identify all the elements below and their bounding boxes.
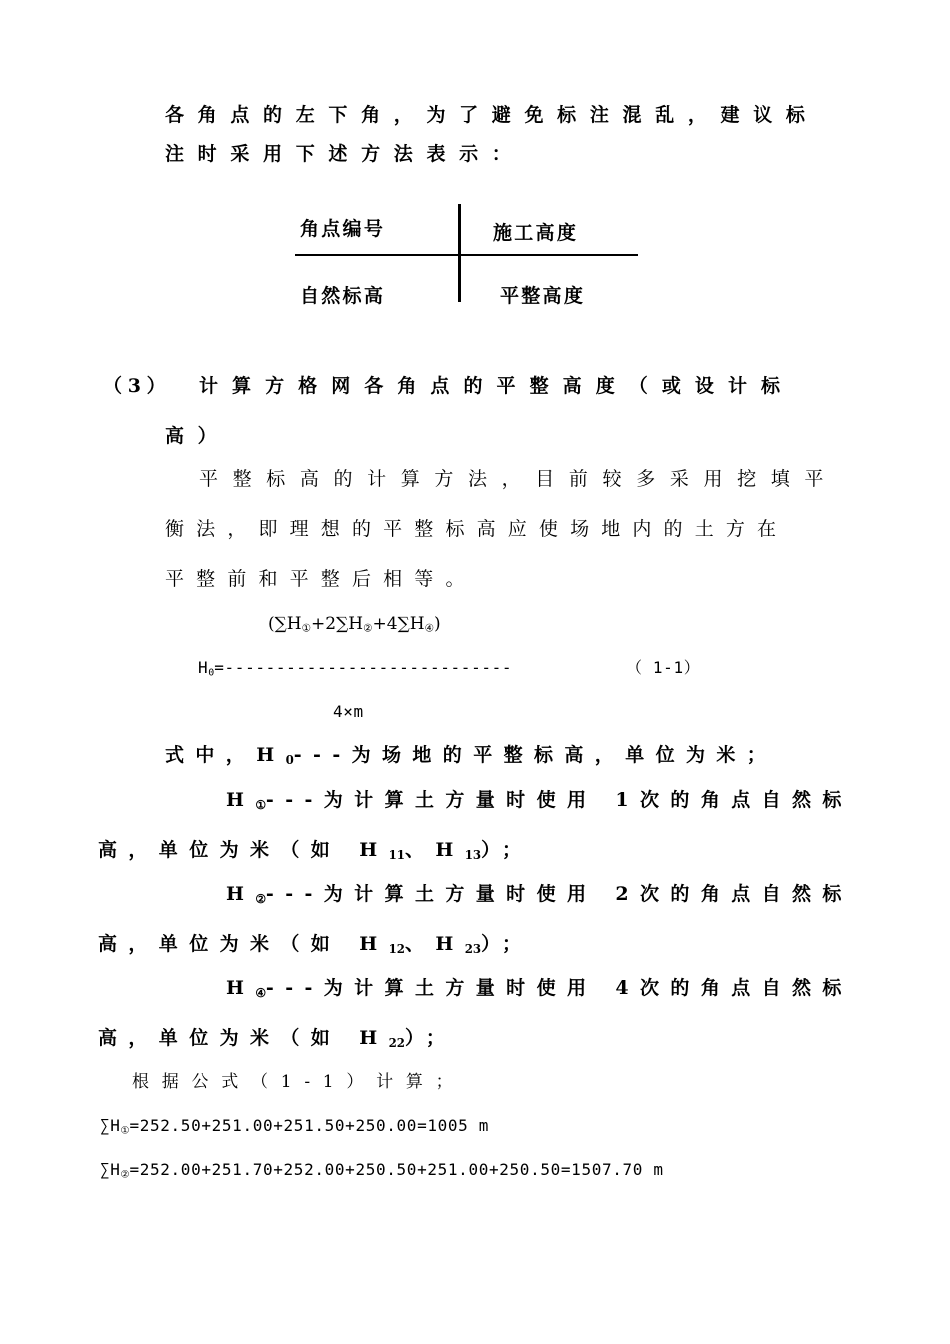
- formula-lhs: $H_0=----------------------------$: [198, 658, 513, 679]
- formula-equation-number: （ 1-1）: [626, 658, 701, 677]
- def-h4-cont: 高，单位为米（如 $H_{22}$）；: [98, 1027, 457, 1050]
- section-title-line-2: 高）: [165, 425, 231, 447]
- legend-horizontal-rule: [295, 254, 638, 256]
- calc-intro: 根据公式（1-1）计算；: [132, 1072, 466, 1092]
- def-h2: $H_②---$为计算土方量时使用 2次的角点自然标: [226, 883, 853, 906]
- para-line-2: 衡法，即理想的平整标高应使场地内的土方在: [165, 518, 789, 540]
- legend-vertical-rule: [458, 204, 461, 302]
- section-number: （3）: [103, 375, 172, 397]
- def-h2-cont: 高，单位为米（如 $H_{12}$、$H_{23}$）；: [98, 933, 533, 956]
- def-h1-cont: 高，单位为米（如 $H_{11}$、$H_{13}$）；: [98, 839, 533, 862]
- formula-denominator: 4×m: [333, 702, 364, 721]
- para-line-1: 平整标高的计算方法，目前较多采用挖填平: [199, 468, 838, 490]
- def-h0: 式中，$H_0---$为场地的平整标高，单位为米；: [165, 744, 778, 767]
- para-line-3: 平整前和平整后相等。: [165, 568, 477, 590]
- section-title-line-1: 计算方格网各角点的平整高度（或设计标: [199, 375, 795, 397]
- def-h4: $H_④---$为计算土方量时使用 4次的角点自然标: [226, 977, 853, 1000]
- formula-numerator: $(\sum H_①+2\sum H_②+4\sum H_④)$: [268, 614, 441, 635]
- intro-line-1: 各角点的左下角，为了避免标注混乱，建议标: [165, 104, 819, 126]
- calc-sum-h1: $\sum H_①=252.50+251.00+251.50+250.00=1005$ m: [100, 1116, 489, 1137]
- def-h1: $H_①---$为计算土方量时使用 1次的角点自然标: [226, 789, 853, 812]
- legend-level-height: 平整高度: [500, 285, 586, 307]
- legend-corner-number: 角点编号: [300, 218, 386, 240]
- calc-sum-h2: $\sum H_②=252.00+251.70+252.00+250.50+251.00+250.50=1507.70$ m: [100, 1160, 664, 1181]
- intro-line-2: 注时采用下述方法表示：: [165, 143, 525, 165]
- legend-construction-height: 施工高度: [493, 222, 579, 244]
- corner-label-legend: [295, 200, 640, 307]
- legend-natural-elevation: 自然标高: [300, 285, 386, 307]
